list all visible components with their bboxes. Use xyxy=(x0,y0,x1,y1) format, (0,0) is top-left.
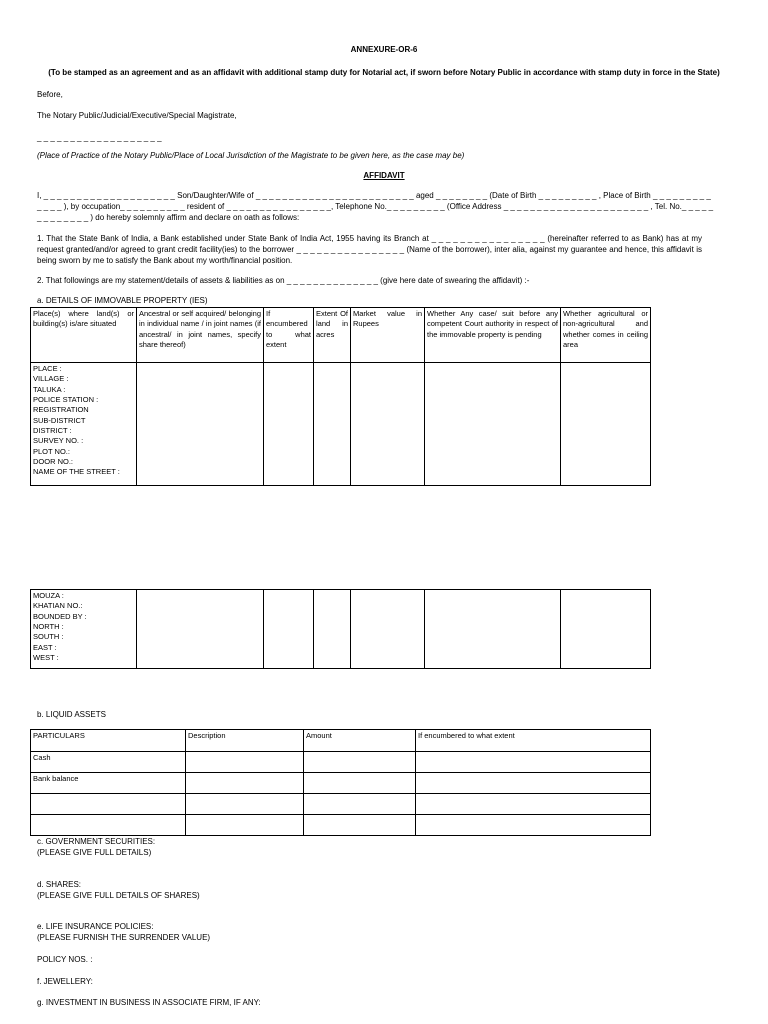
table-row xyxy=(31,752,651,773)
field-south: SOUTH : xyxy=(33,632,64,642)
field-bounded-by: BOUNDED BY : xyxy=(33,611,87,621)
place-note: (Place of Practice of the Notary Public/Place of Local Jurisdiction of the Magistrate to be given here, as the case may be) xyxy=(37,151,465,160)
deponent-details xyxy=(37,191,714,223)
immovable-property-table xyxy=(30,307,651,486)
blank-cell xyxy=(264,363,314,486)
section-e xyxy=(37,922,210,944)
section-e-title: e. LIFE INSURANCE POLICIES: xyxy=(37,922,154,931)
notary-line: The Notary Public/Judicial/Executive/Special Magistrate, xyxy=(37,111,237,120)
col-header-place: Place(s) where land(s) or building(s) is/are situated xyxy=(31,308,137,363)
blank-cell xyxy=(186,773,304,794)
liquid-header-encumbered: If encumbered to what extent xyxy=(416,730,651,752)
col-header-agricultural: Whether agricultural or non-agricultural and whether comes in ceiling area xyxy=(561,308,651,363)
stamp-note: (To be stamped as an agreement and as an affidavit with additional stamp duty for Notarial act, if sworn before Notary Public in accordance with stamp duty in force in the State) xyxy=(48,68,720,77)
deponent-line-2: _ _ _ _ ), by occupation_ _ _ _ _ _ _ _ _ _ resident of _ _ _ _ _ _ _ _ _ _ _ _ _ _ _ _, Telephone No._ _ _ _ _ _ _ _ _ (Office Address _ _ _ _ _ _ _ _ _ _ _ _ _ _ _ _ _ _ _ _ _ _ , Tel. No._ _ _ _ _ xyxy=(37,201,714,211)
col-header-ancestral: Ancestral or self acquired/ belonging in individual name / in joint names (if ancestral/ in joint names, specify share thereof) xyxy=(137,308,264,363)
section-c xyxy=(37,837,155,859)
deponent-line-1: I, _ _ _ _ _ _ _ _ _ _ _ _ _ _ _ _ _ _ _ _ Son/Daughter/Wife of _ _ _ _ _ _ _ _ _ _ _ _ _ _ _ _ _ _ _ _ _ _ _ _ aged _ _ _ _ _ _ _ _ (Date of Birth _ _ _ _ _ _ _ _ _ , Place of Birth _ _ _ _ _ _ _ _ _ xyxy=(37,191,711,200)
mouza-table xyxy=(30,589,651,669)
blank-cell xyxy=(351,590,425,669)
field-registration: REGISTRATION xyxy=(33,405,89,415)
field-door-no: DOOR NO.: xyxy=(33,457,74,467)
blank-cell xyxy=(137,363,264,486)
point-2: 2. That followings are my statement/details of assets & liabilities as on _ _ _ _ _ _ _ _ _ _ _ _ _ _ (give here date of swearing the affidavit) :- xyxy=(37,276,530,285)
field-police-station: POLICE STATION : xyxy=(33,395,99,405)
liquid-row-label xyxy=(31,815,186,836)
section-f-title: f. JEWELLERY: xyxy=(37,977,93,986)
liquid-row-label: Bank balance xyxy=(31,773,186,794)
field-street-name: NAME OF THE STREET : xyxy=(33,467,120,477)
field-north: NORTH : xyxy=(33,622,64,632)
liquid-assets-table xyxy=(30,729,651,836)
affidavit-heading: AFFIDAVIT xyxy=(363,171,405,180)
col-header-market-value: Market value in Rupees xyxy=(351,308,425,363)
section-d-note: (PLEASE GIVE FULL DETAILS OF SHARES) xyxy=(37,890,200,900)
annexure-title: ANNEXURE-OR-6 xyxy=(350,45,418,54)
blank-cell xyxy=(304,794,416,815)
blank-cell xyxy=(416,794,651,815)
field-west: WEST : xyxy=(33,653,59,663)
field-khatian-no: KHATIAN NO.: xyxy=(33,601,83,611)
field-village: VILLAGE : xyxy=(33,374,69,384)
liquid-row-label xyxy=(31,794,186,815)
field-place: PLACE : xyxy=(33,364,62,373)
liquid-row-label: Cash xyxy=(31,752,186,773)
col-header-case-pending: Whether Any case/ suit before any competent Court authority in respect of the immovable property is pending xyxy=(425,308,561,363)
section-d xyxy=(37,880,200,902)
blank-cell xyxy=(425,590,561,669)
blank-cell xyxy=(561,363,651,486)
field-district: DISTRICT : xyxy=(33,426,72,436)
blank-cell xyxy=(264,590,314,669)
field-taluka: TALUKA : xyxy=(33,384,66,394)
immovable-heading: a. DETAILS OF IMMOVABLE PROPERTY (IES) xyxy=(37,296,208,305)
field-mouza: MOUZA : xyxy=(33,591,64,600)
section-d-title: d. SHARES: xyxy=(37,880,82,889)
policy-nos: POLICY NOS. : xyxy=(37,955,93,964)
field-plot-no: PLOT NO.: xyxy=(33,446,70,456)
mouza-fields-cell xyxy=(31,590,137,669)
table-row xyxy=(31,773,651,794)
section-g-title: g. INVESTMENT IN BUSINESS IN ASSOCIATE FIRM, IF ANY: xyxy=(37,998,261,1007)
blank-cell xyxy=(186,815,304,836)
section-c-note: (PLEASE GIVE FULL DETAILS) xyxy=(37,847,152,857)
magistrate-blank-line: _ _ _ _ _ _ _ _ _ _ _ _ _ _ _ _ _ _ _ xyxy=(37,133,162,142)
col-header-encumbered: If encumbered to what extent xyxy=(264,308,314,363)
field-sub-district: SUB-DISTRICT xyxy=(33,415,86,425)
deponent-line-3: _ _ _ _ _ _ _ _ ) do hereby solemnly affirm and declare on oath as follows: xyxy=(37,212,300,222)
point-1: 1. That the State Bank of India, a Bank established under State Bank of India Act, 1955 having its Branch at _ _ _ _ _ _ _ _ _ _ _ _ _ _ _ _ (hereinafter referred to as Bank) has at my request granted/and/or agreed to grant credit facility(ies) to the borrower _ _ _ _ _ _ _ _ _ _ _ _ _ _ _ _ (Name of the borrower), inter alia, against my guarantee and hence, this affidavit is being sworn by me to satisfy the Bank about my worth/financial position. xyxy=(37,234,702,265)
blank-cell xyxy=(304,815,416,836)
section-c-title: c. GOVERNMENT SECURITIES: xyxy=(37,837,156,846)
section-e-note: (PLEASE FURNISH THE SURRENDER VALUE) xyxy=(37,932,211,942)
blank-cell xyxy=(186,752,304,773)
before-label: Before, xyxy=(37,90,63,99)
blank-cell xyxy=(416,815,651,836)
blank-cell xyxy=(425,363,561,486)
blank-cell xyxy=(351,363,425,486)
place-fields-cell xyxy=(31,363,137,486)
table-row xyxy=(31,794,651,815)
liquid-header-amount: Amount xyxy=(304,730,416,752)
blank-cell xyxy=(561,590,651,669)
liquid-header-particulars: PARTICULARS xyxy=(31,730,186,752)
blank-cell xyxy=(304,752,416,773)
table-row xyxy=(31,815,651,836)
blank-cell xyxy=(314,363,351,486)
field-survey-no: SURVEY NO. : xyxy=(33,436,84,446)
blank-cell xyxy=(137,590,264,669)
blank-cell xyxy=(416,773,651,794)
field-east: EAST : xyxy=(33,642,57,652)
blank-cell xyxy=(304,773,416,794)
col-header-extent: Extent Of land in acres xyxy=(314,308,351,363)
blank-cell xyxy=(186,794,304,815)
blank-cell xyxy=(416,752,651,773)
blank-cell xyxy=(314,590,351,669)
liquid-assets-heading: b. LIQUID ASSETS xyxy=(37,710,106,719)
liquid-header-description: Description xyxy=(186,730,304,752)
